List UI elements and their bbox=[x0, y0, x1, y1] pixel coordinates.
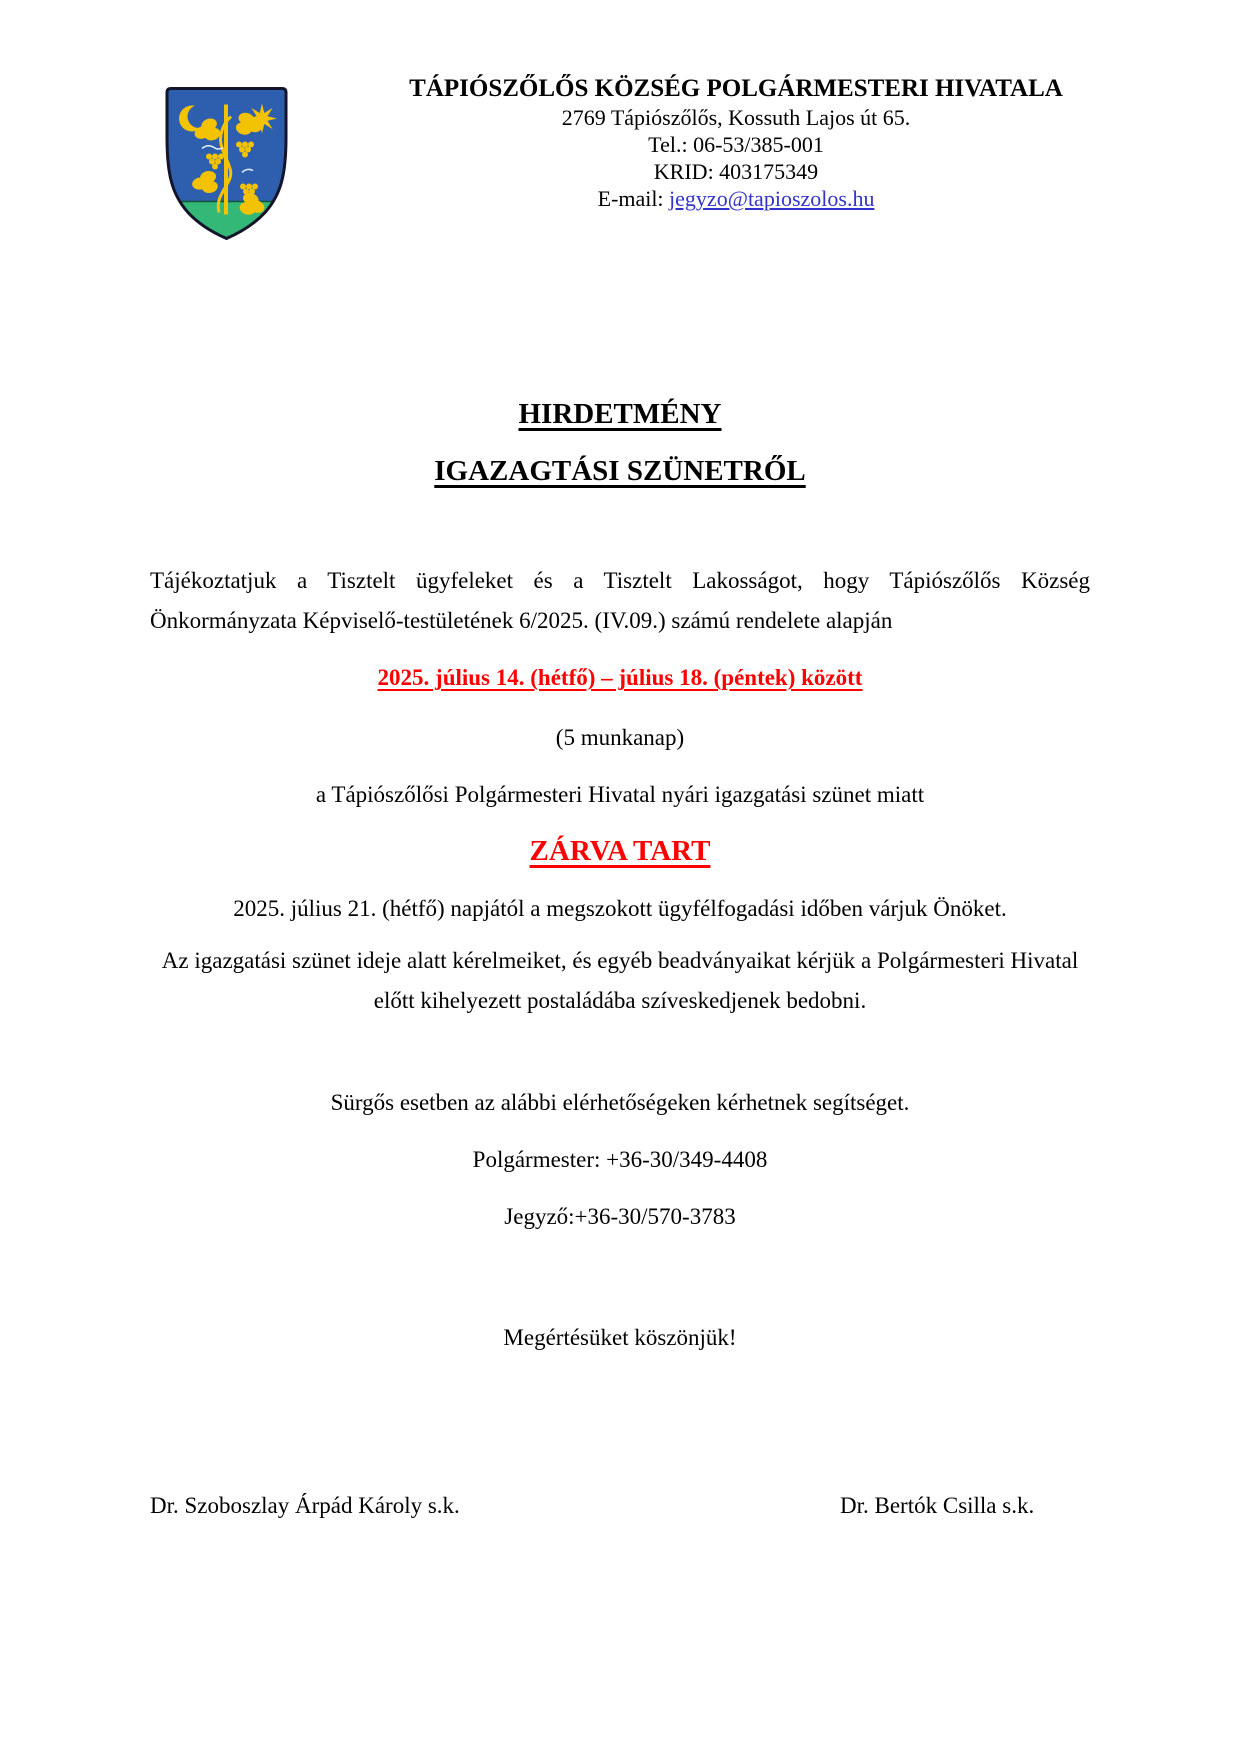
title-hirdetmeny: HIRDETMÉNY bbox=[518, 398, 722, 430]
closed-notice: ZÁRVA TART bbox=[529, 835, 711, 867]
mayor-phone: Polgármester: +36-30/349-4408 bbox=[472, 1147, 768, 1172]
reopen-info: 2025. július 21. (hétfő) napjától a megszokott ügyfélfogadási időben várjuk Önöket. bbox=[233, 896, 1007, 921]
intro-paragraph: Tájékoztatjuk a Tisztelt ügyfeleket és a Tisztelt Lakosságot, hogy Tápiószőlős Község Önkormányzata Képviselő-testületének 6/2025. (IV.09.) számú rendelete alapján bbox=[150, 568, 1090, 633]
mailbox-paragraph: Az igazgatási szünet ideje alatt kérelmeiket, és egyéb beadványaikat kérjük a Polgármesteri Hivatal előtt kihelyezett postaládába szíveskedjenek bedobni. bbox=[161, 948, 1079, 1013]
email-link[interactable]: jegyzo@tapioszolos.hu bbox=[669, 186, 875, 211]
coat-of-arms-icon bbox=[158, 82, 295, 242]
title-szunet: IGAZAGTÁSI SZÜNETRŐL bbox=[434, 455, 806, 487]
signature-left: Dr. Szoboszlay Árpád Károly s.k. bbox=[150, 1493, 460, 1518]
email-label: E-mail: bbox=[597, 186, 670, 211]
letterhead bbox=[376, 74, 1096, 212]
workdays-note: (5 munkanap) bbox=[555, 725, 685, 750]
thanks-line: Megértésüket köszönjük! bbox=[503, 1325, 737, 1350]
urgent-contacts-intro: Sürgős esetben az alábbi elérhetőségeken kérhetnek segítséget. bbox=[330, 1090, 910, 1115]
notary-phone: Jegyző:+36-30/570-3783 bbox=[504, 1204, 736, 1229]
closure-date-range: 2025. július 14. (hétfő) – július 18. (péntek) között bbox=[377, 665, 863, 690]
org-phone: Tel.: 06-53/385-001 bbox=[648, 132, 824, 157]
org-krid: KRID: 403175349 bbox=[653, 159, 819, 184]
signature-right: Dr. Bertók Csilla s.k. bbox=[840, 1493, 1035, 1518]
org-name: TÁPIÓSZŐLŐS KÖZSÉG POLGÁRMESTERI HIVATALA bbox=[409, 75, 1063, 102]
org-email-line bbox=[376, 185, 1096, 212]
closure-reason: a Tápiószőlősi Polgármesteri Hivatal nyári igazgatási szünet miatt bbox=[315, 782, 925, 807]
org-address: 2769 Tápiószőlős, Kossuth Lajos út 65. bbox=[561, 105, 911, 130]
